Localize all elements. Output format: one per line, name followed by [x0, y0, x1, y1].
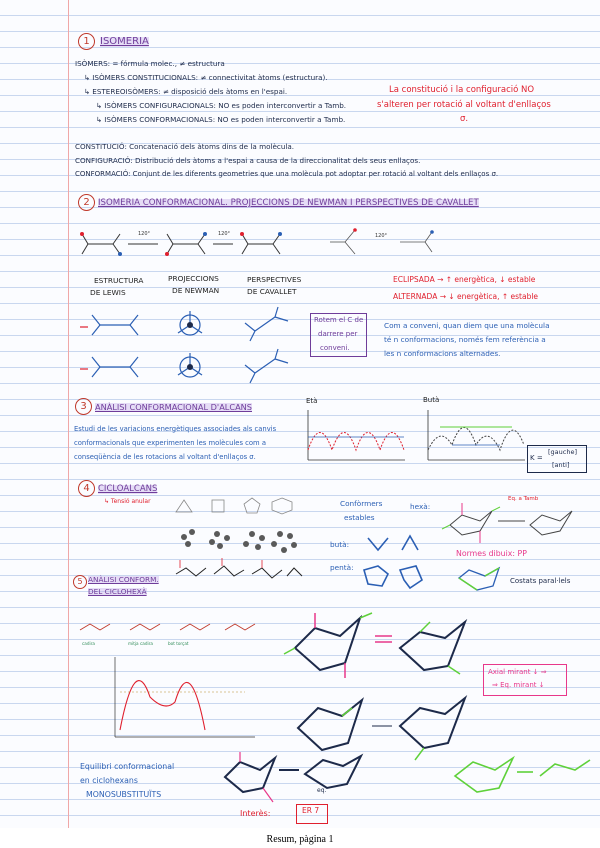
stable-conformers: Confòrmers [340, 499, 383, 508]
equatorial-label: eq. [317, 787, 327, 794]
eclipsed-note: ECLIPSADA → ↑ energètica, ↓ estable [393, 275, 536, 284]
chair-flip-diagrams [280, 608, 480, 768]
note-line: La constitució i la configuració NO [389, 85, 535, 95]
note-line: s'alteren per rotació al voltant d'enllaços [377, 100, 551, 110]
rotation-label: 120° [375, 233, 388, 239]
er7-label: ER 7 [302, 806, 320, 815]
ring-strain: ↳ Tensió anular [104, 498, 151, 505]
k-numerator: [gauche] [548, 448, 577, 456]
section-number: 4 [78, 480, 95, 497]
pentane-label: pentà: [330, 563, 354, 572]
monosubstituted-equilibrium [215, 752, 595, 817]
section-title: DEL CICLOHEXÀ [88, 587, 147, 596]
axial-note-line: ⇒ Eq. mirant ↓ [492, 681, 545, 689]
analysis-text: conformacionals que experimenten les molècules com a [74, 439, 266, 447]
rotation-label: 120° [218, 231, 231, 237]
hexane-label: hexà: [410, 502, 431, 511]
half-chair-label: mitja cadira [128, 641, 153, 646]
constitution-definition: CONSTITUCIÓ: Concatenació dels àtoms dins de la molècula. [75, 142, 295, 151]
ethane-label: Età [306, 397, 318, 405]
staggered-note: ALTERNADA → ↓ energètica, ↑ estable [393, 292, 539, 301]
section-title: ANÀLISI CONFORMACIONAL D'ALCANS [95, 402, 252, 412]
ethane-energy-plot [300, 405, 410, 475]
column-heading: DE CAVALLET [247, 287, 297, 296]
configuration-definition: CONFIGURACIÓ: Distribució dels àtoms a l'espai a causa de la direccionalitat dels seus enllaços. [75, 156, 421, 165]
axial-note-line: Axial mirant ↓ ⇒ [488, 668, 547, 676]
configurational-isomers: ↳ ISÒMERS CONFIGURACIONALS: NO es poden interconvertir a Tamb. [96, 101, 347, 110]
equilibrium-text: en ciclohexans [80, 776, 138, 785]
note-box-line: Rotem el C de [314, 316, 364, 324]
convention-line: té n conformacions, només fem referència a [384, 335, 546, 344]
conformational-isomers: ↳ ISÒMERS CONFORMACIONALS: NO es poden interconvertir a Tamb. [96, 115, 346, 124]
note-box-line: darrere per [318, 330, 358, 338]
section-title: ISOMERIA CONFORMACIONAL. PROJECCIONS DE NEWMAN I PERSPECTIVES DE CAVALLET [98, 198, 479, 208]
column-heading: DE NEWMAN [172, 286, 220, 295]
section-number: 1 [78, 33, 95, 50]
note-box-line: conveni. [320, 344, 350, 352]
stable-conformers: estables [344, 513, 375, 522]
column-heading: ESTRUCTURA [94, 276, 144, 285]
convention-line: Com a conveni, quan diem que una molècula [384, 321, 550, 330]
column-heading: PERSPECTIVES [247, 275, 302, 284]
k-label: K = [530, 454, 543, 462]
cyclohexane-energy-diagram [75, 612, 265, 752]
parallel-sides-chair [455, 566, 505, 594]
cycloalkane-models [172, 492, 307, 602]
butane-energy-plot [420, 405, 530, 475]
section-number: 3 [75, 398, 92, 415]
section-title: CICLOALCANS [98, 484, 158, 494]
chair-model [440, 495, 580, 555]
eq-tamb-label: Eq. a Tamb [508, 496, 539, 502]
chair-label: cadira [82, 641, 95, 646]
equilibrium-text: Equilibri conformacional [80, 762, 175, 771]
section-title: ANÀLISI CONFORM. [88, 575, 159, 584]
parallel-sides-label: Costats paral·lels [510, 577, 571, 585]
section-number: 5 [73, 575, 87, 589]
newman-small-diagram [300, 222, 470, 262]
k-denominator: [anti] [552, 461, 570, 469]
small-ring-conformers [360, 530, 430, 595]
interest-label: Interès: [240, 809, 271, 818]
conformation-definition: CONFORMACIÓ: Conjunt de les diferents geometries que una molècula pot adoptar per rotació al voltant dels enllaços σ. [75, 170, 499, 178]
equilibrium-text: MONOSUBSTITUÏTS [86, 790, 162, 799]
rotation-diagram [78, 222, 278, 267]
column-heading: PROJECCIONS [168, 274, 219, 283]
conformation-drawings [80, 305, 315, 385]
margin-line [68, 0, 69, 828]
constitutional-isomers: ↳ ISÒMERS CONSTITUCIONALS: ≠ connectivitat àtoms (estructura). [84, 73, 328, 82]
note-line: σ. [460, 114, 469, 124]
drawing-rules: Normes dibuix: PP [456, 549, 527, 558]
analysis-text: conseqüència de les rotacions al voltant d'enllaços σ. [74, 453, 256, 461]
section-number: 2 [78, 194, 95, 211]
column-heading: DE LEWIS [90, 288, 126, 297]
butane-label: Butà [423, 396, 440, 404]
page-footer: Resum, pàgina 1 [266, 834, 334, 845]
butane-ring-label: butà: [330, 540, 350, 549]
rotation-label: 120° [138, 231, 151, 237]
analysis-text: Estudi de les variacions energètiques associades als canvis [74, 425, 277, 433]
stereoisomers: ↳ ESTEREOISÒMERS: ≠ disposició dels àtoms en l'espai. [84, 87, 288, 96]
section-title: ISOMERIA [100, 36, 149, 47]
convention-line: les n conformacions alternades. [384, 349, 501, 358]
isomers-definition: ISÒMERS: = fórmula molec., ≠ estructura [75, 59, 225, 68]
twist-boat-label: bot torçat [168, 641, 189, 646]
